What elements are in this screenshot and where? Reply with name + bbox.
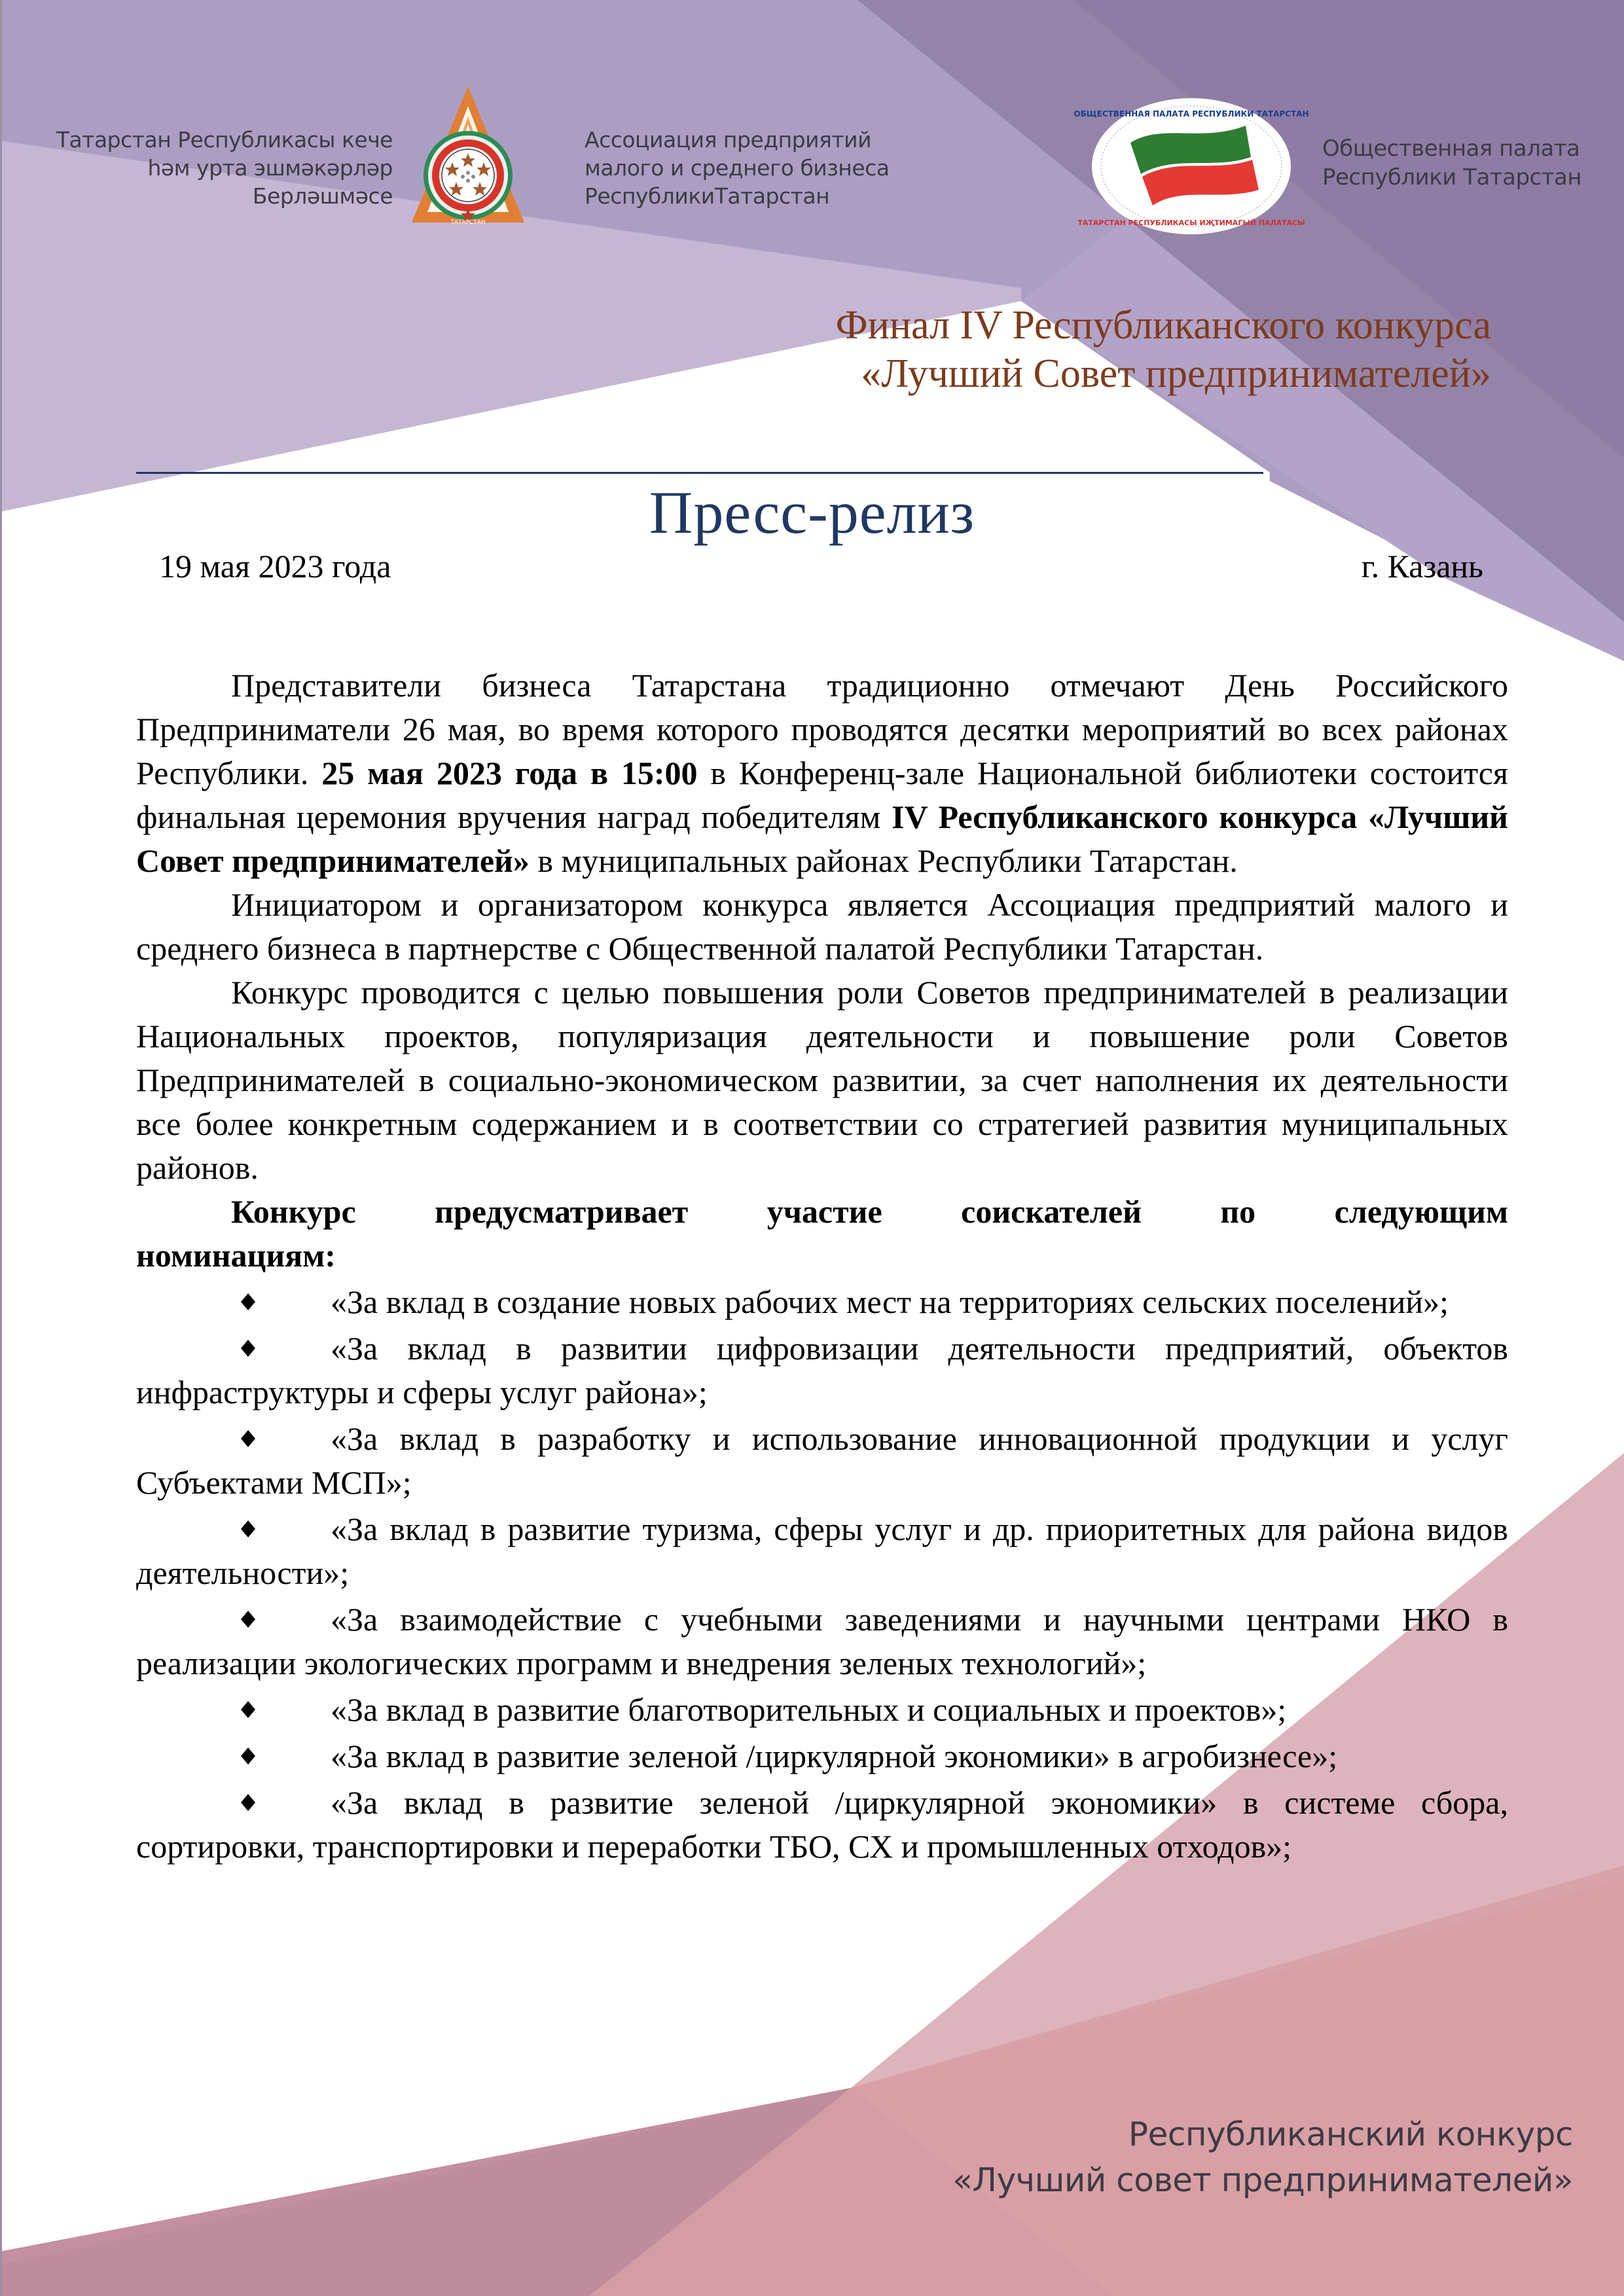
association-triangle-emblem-icon — [409, 84, 527, 229]
diamond-bullet-icon — [240, 1701, 257, 1718]
paragraph-nominations-heading — [136, 1190, 1508, 1234]
paragraph-intro-text-1: Представители бизнеса Татарстана традиционно отмечают День Российского Предприниматели 26 мая, во время которого проводятся десятки мероприятий во всех районах Республики. — [136, 667, 1508, 791]
footer-contest-name — [785, 2111, 1573, 2203]
event-title-line-2: «Лучший Совет предпринимателей» — [861, 351, 1491, 396]
org-mid-name — [585, 126, 925, 210]
org-mid-line: малого и среднего бизнеса — [585, 155, 890, 181]
org-mid-line: РеспубликиТатарстан — [585, 183, 830, 209]
nomination-text: «За вклад в развитие туризма, сферы услуг и др. приоритетных для района видов деятельности»; — [136, 1511, 1508, 1591]
release-city: г. Казань — [1361, 548, 1483, 584]
diamond-bullet-icon — [240, 1748, 257, 1765]
release-date: 19 мая 2023 года — [159, 548, 391, 584]
footer-line-1: Республиканский конкурс — [1128, 2115, 1573, 2153]
diamond-bullet-icon — [240, 1340, 257, 1357]
nominations-heading-line-1: Конкурс предусматривает участие соискателей по следующим — [231, 1193, 1508, 1230]
press-release-body — [136, 664, 1508, 1871]
paragraph-nominations-heading-2 — [136, 1234, 1508, 1278]
event-title-line-1: Финал IV Республиканского конкурса — [835, 303, 1491, 348]
nomination-text: «За вклад в развитии цифровизации деятельности предприятий, объектов инфраструктуры и сферы услуг района»; — [136, 1330, 1508, 1410]
diamond-bullet-icon — [240, 1520, 257, 1537]
diamond-bullet-icon — [240, 1430, 257, 1447]
list-item — [136, 1598, 1508, 1685]
paragraph-organizer: Инициатором и организатором конкурса является Ассоциация предприятий малого и среднего бизнеса в партнерстве с Общественной палатой Республики Татарстан. — [136, 886, 1508, 967]
org-left-name — [39, 126, 393, 210]
contest-name: IV Республиканского конкурса «Лучший Совет предпринимателей» — [136, 798, 1508, 879]
diamond-bullet-icon — [240, 1794, 257, 1811]
list-item — [136, 1507, 1508, 1595]
paragraph-intro — [136, 664, 1508, 883]
org-left-line: һәм урта эшмәкәрләр — [147, 155, 393, 181]
event-datetime: 25 мая 2023 года в 15:00 — [321, 755, 698, 791]
nomination-text: «За вклад в развитие зеленой /циркулярной экономики» в системе сбора, сортировки, транспортировки и переработки ТБО, СХ и промышленных отходов»; — [136, 1784, 1508, 1865]
page-left-border — [0, 0, 2, 2296]
list-item — [136, 1688, 1508, 1732]
org-mid-line: Ассоциация предприятий — [585, 127, 872, 152]
logo-right-caption-top: ОБЩЕСТВЕННАЯ ПАЛАТА РЕСПУБЛИКИ ТАТАРСТАН — [1074, 109, 1309, 118]
org-left-line: Берләшмәсе — [252, 183, 393, 209]
paragraph-intro-text-2: в Конференц-зале Национальной библиотеки состоится финальная церемония вручения наград победителям — [136, 755, 1508, 835]
nomination-text: «За вклад в развитие зеленой /циркулярной экономики» в агробизнесе»; — [331, 1738, 1338, 1774]
nominations-list — [136, 1280, 1508, 1869]
footer-line-2: «Лучший совет предпринимателей» — [952, 2161, 1573, 2199]
logo-left-caption: ТАТАРСТАН — [450, 219, 486, 226]
list-item — [136, 1734, 1508, 1778]
list-item — [136, 1781, 1508, 1869]
event-title — [655, 301, 1491, 398]
paragraph-goal: Конкурс проводится с целью повышения роли Советов предпринимателей в реализации Национальных проектов, популяризация деятельности и повышение роли Советов Предпринимателей в социально-экономическом развитии, за счет наполнения их деятельности все более конкретным содержанием и в соответствии со стратегией развития муниципальных районов. — [136, 974, 1508, 1186]
logo-right-caption-bottom: ТАТАРСТАН РЕСПУБЛИКАСЫ ИҖТИМАГЫЙ ПАЛАТАСЫ — [1077, 219, 1305, 227]
diamond-bullet-icon — [240, 1611, 257, 1628]
diamond-bullet-icon — [240, 1293, 257, 1310]
nomination-text: «За вклад в создание новых рабочих мест на территориях сельских поселений»; — [331, 1283, 1449, 1320]
list-item — [136, 1417, 1508, 1505]
org-right-line: Общественная палата — [1322, 135, 1580, 162]
nomination-text: «За вклад в развитие благотворительных и социальных и проектов»; — [331, 1691, 1287, 1728]
list-item — [136, 1327, 1508, 1414]
page-title: Пресс-релиз — [649, 479, 975, 546]
nomination-text: «За вклад в разработку и использование инновационной продукции и услуг Субъектами МСП»; — [136, 1420, 1508, 1501]
org-left-line: Татарстан Республикасы кече — [56, 127, 393, 152]
paragraph-intro-text-3: в муниципальных районах Республики Татарстан. — [529, 842, 1238, 879]
org-right-name — [1322, 134, 1610, 192]
public-chamber-flag-emblem-icon — [1074, 97, 1309, 236]
list-item — [136, 1280, 1508, 1324]
title-divider — [136, 472, 1263, 474]
nomination-text: «За взаимодействие с учебными заведениями и научными центрами НКО в реализации экологических программ и внедрения зеленых технологий»; — [136, 1601, 1508, 1681]
org-right-line: Республики Татарстан — [1322, 164, 1582, 190]
nominations-heading-line-2: номинациям: — [136, 1237, 336, 1274]
